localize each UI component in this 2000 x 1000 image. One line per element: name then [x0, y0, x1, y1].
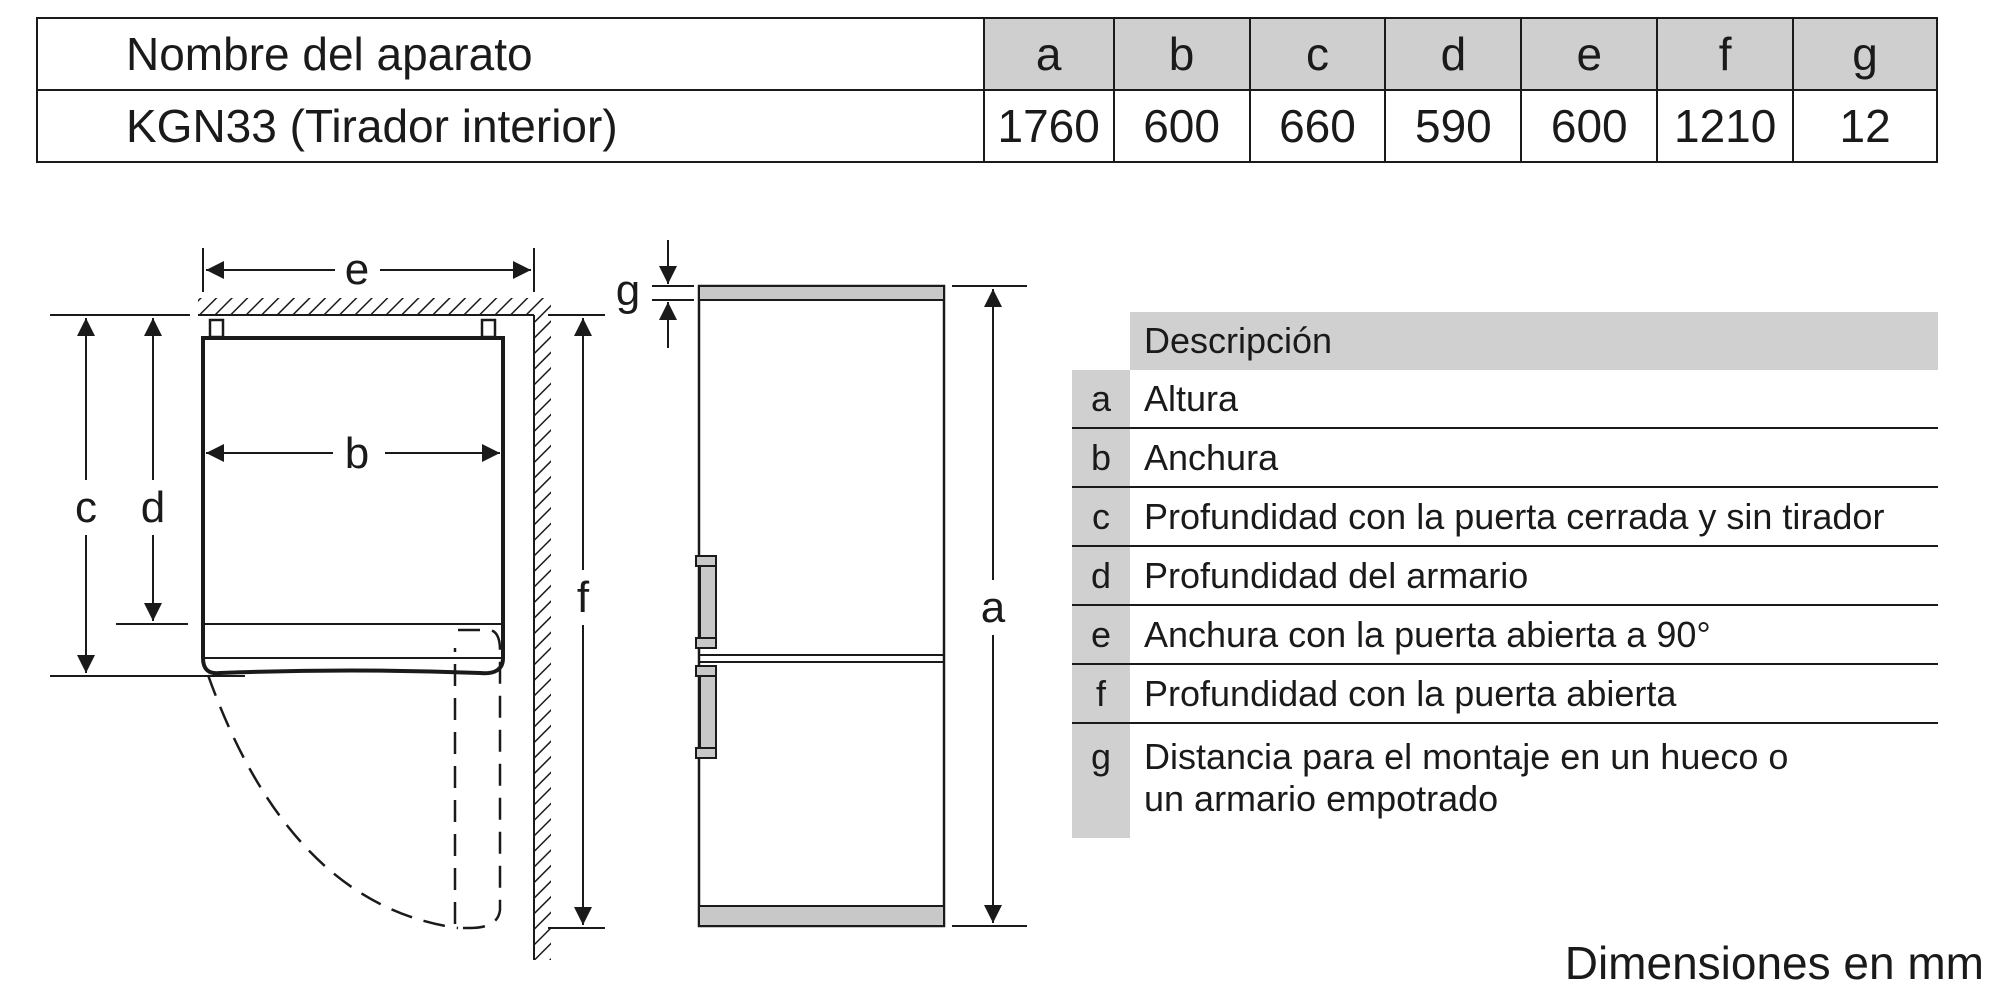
legend-row-f: [1072, 665, 1938, 724]
header-col-b: b: [1114, 18, 1250, 90]
header-col-c: c: [1250, 18, 1386, 90]
header-col-g: g: [1793, 18, 1937, 90]
handle-lower-icon: [700, 666, 716, 758]
legend-row-c: [1072, 488, 1938, 547]
front-view-drawing: [616, 240, 1027, 926]
handle-upper-cap-top: [696, 556, 716, 566]
value-c: 660: [1250, 90, 1386, 162]
value-b: 600: [1114, 90, 1250, 162]
appliance-top-outline: [203, 338, 503, 673]
door-swing-arc: [208, 675, 458, 928]
fridge-plinth: [699, 906, 944, 926]
legend-text: Profundidad con la puerta cerrada y sin tirador: [1144, 495, 1885, 537]
legend-key: a: [1072, 370, 1130, 427]
dim-label-c: c: [75, 483, 97, 532]
legend-row-b: [1072, 429, 1938, 488]
top-view-drawing: [50, 245, 605, 960]
fridge-body: [699, 286, 944, 926]
header-col-d: d: [1385, 18, 1521, 90]
legend-title: Descripción: [1130, 312, 1938, 370]
legend-key: d: [1072, 547, 1130, 604]
handle-lower-cap-top: [696, 666, 716, 676]
spacer-left: [210, 320, 223, 337]
units-note: Dimensiones en mm: [1564, 937, 1984, 989]
header-col-a: a: [984, 18, 1114, 90]
handle-lower-cap-bottom: [696, 748, 716, 758]
legend-row-d: [1072, 547, 1938, 606]
legend-key: f: [1072, 665, 1130, 722]
handle-upper-cap-bottom: [696, 638, 716, 648]
value-d: 590: [1385, 90, 1521, 162]
legend-header: [1072, 312, 1938, 370]
value-f: 1210: [1657, 90, 1793, 162]
value-e: 600: [1521, 90, 1657, 162]
legend-row-g: [1072, 724, 1938, 838]
header-appliance-name: Nombre del aparato: [37, 18, 984, 90]
legend-row-a: [1072, 370, 1938, 429]
legend-text: Altura: [1144, 377, 1239, 419]
legend-text-line2: un armario empotrado: [1144, 778, 1499, 819]
value-g: 12: [1793, 90, 1937, 162]
value-a: 1760: [984, 90, 1114, 162]
legend-key: c: [1072, 488, 1130, 545]
legend-key: e: [1072, 606, 1130, 663]
dim-label-b: b: [344, 429, 370, 478]
dim-label-f: f: [576, 573, 590, 622]
legend-text: Profundidad del armario: [1144, 554, 1529, 596]
legend-text: Profundidad con la puerta abierta: [1144, 672, 1677, 714]
header-col-f: f: [1657, 18, 1793, 90]
description-legend: [1072, 312, 1938, 838]
legend-key: b: [1072, 429, 1130, 486]
side-wall-hatch: [534, 298, 551, 960]
legend-key: g: [1072, 724, 1130, 838]
legend-text: Anchura: [1144, 436, 1279, 478]
fridge-top-panel: [699, 286, 944, 300]
header-col-e: e: [1521, 18, 1657, 90]
legend-row-e: [1072, 606, 1938, 665]
dim-label-d: d: [140, 483, 166, 532]
handle-upper-icon: [700, 556, 716, 648]
legend-text-line1: Distancia para el montaje en un hueco o: [1144, 736, 1789, 777]
model-name: KGN33 (Tirador interior): [37, 90, 984, 162]
dim-label-a: a: [980, 583, 1006, 632]
dim-label-e: e: [344, 245, 370, 294]
legend-text: Anchura con la puerta abierta a 90°: [1144, 613, 1711, 655]
dim-label-g: g: [615, 266, 641, 315]
spacer-right: [482, 320, 495, 337]
back-wall-hatch: [198, 298, 534, 315]
